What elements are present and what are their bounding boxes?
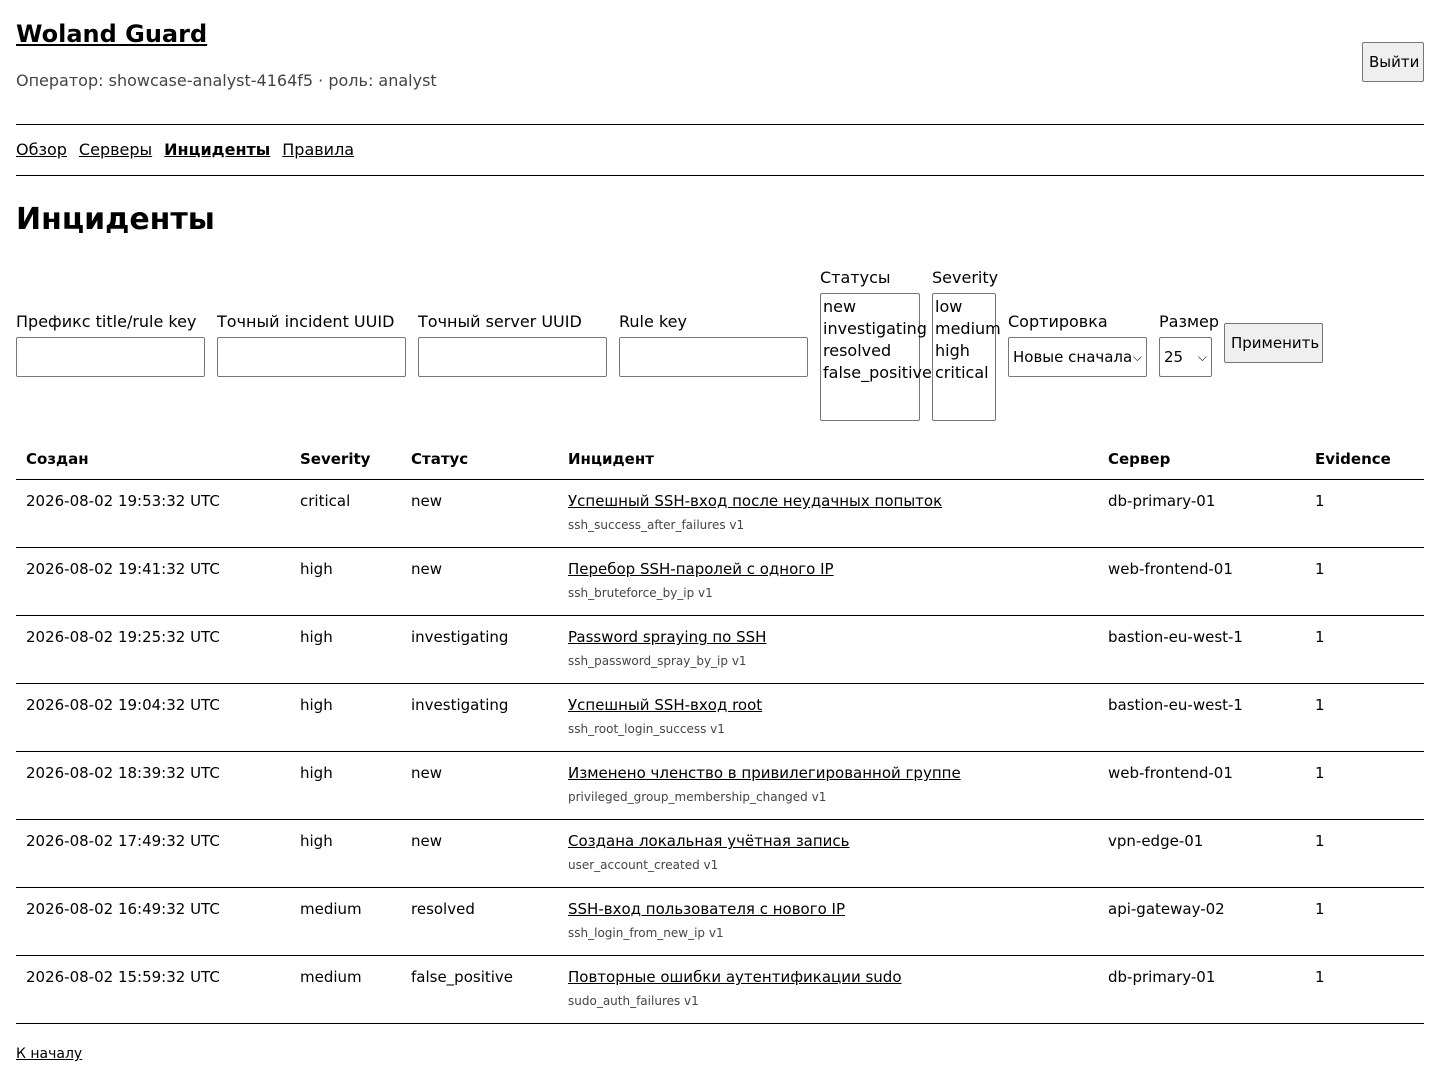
incident-link[interactable]: Изменено членство в привилегированной группе — [568, 764, 961, 782]
server-cell: db-primary-01 — [1098, 480, 1305, 548]
evidence-cell: 1 — [1305, 616, 1424, 684]
column-header-created: Создан — [16, 440, 290, 480]
evidence-cell: 1 — [1305, 956, 1424, 1024]
incident-cell — [558, 820, 1098, 888]
prefix-label: Префикс title/rule key — [16, 312, 197, 331]
severity-cell: high — [290, 616, 401, 684]
rule-key: user_account_created v1 — [568, 858, 719, 872]
evidence-cell: 1 — [1305, 820, 1424, 888]
created-cell: 2026-08-02 19:04:32 UTC — [16, 684, 290, 752]
evidence-cell: 1 — [1305, 888, 1424, 956]
evidence-cell: 1 — [1305, 548, 1424, 616]
sort-label: Сортировка — [1008, 312, 1108, 331]
header — [16, 0, 1424, 125]
evidence-cell: 1 — [1305, 752, 1424, 820]
created-cell: 2026-08-02 17:49:32 UTC — [16, 820, 290, 888]
server-cell: bastion-eu-west-1 — [1098, 684, 1305, 752]
page-title: Инциденты — [16, 202, 215, 237]
prefix-field — [16, 312, 205, 377]
table-row — [16, 684, 1424, 752]
incident-uuid-label: Точный incident UUID — [217, 312, 395, 331]
column-header-evidence: Evidence — [1305, 440, 1424, 480]
incident-uuid-input[interactable] — [217, 337, 406, 377]
column-header-server: Сервер — [1098, 440, 1305, 480]
chevron-down-icon: ⌵ — [1197, 349, 1207, 364]
size-value: 25 — [1164, 348, 1184, 366]
status-cell: investigating — [401, 684, 558, 752]
incident-link[interactable]: Успешный SSH-вход root — [568, 696, 763, 714]
severity-cell: high — [290, 820, 401, 888]
server-cell: web-frontend-01 — [1098, 752, 1305, 820]
server-uuid-label: Точный server UUID — [418, 312, 582, 331]
status-option[interactable]: resolved — [823, 341, 892, 360]
status-cell: resolved — [401, 888, 558, 956]
server-cell: vpn-edge-01 — [1098, 820, 1305, 888]
incident-link[interactable]: Перебор SSH-паролей с одного IP — [568, 560, 834, 578]
created-cell: 2026-08-02 19:25:32 UTC — [16, 616, 290, 684]
filters-form — [16, 266, 1424, 426]
rule-key: privileged_group_membership_changed v1 — [568, 790, 827, 804]
incident-link[interactable]: Создана локальная учётная запись — [568, 832, 850, 850]
size-select[interactable] — [1159, 337, 1212, 377]
status-cell: new — [401, 480, 558, 548]
incident-link[interactable]: Успешный SSH-вход после неудачных попыток — [568, 492, 943, 510]
server-uuid-input[interactable] — [418, 337, 607, 377]
severity-field — [932, 268, 1001, 421]
operator-info: Оператор: showcase-analyst-4164f5 · роль: analyst — [16, 71, 437, 90]
nav-overview[interactable]: Обзор — [16, 139, 67, 159]
created-cell: 2026-08-02 18:39:32 UTC — [16, 752, 290, 820]
brand-link[interactable]: Woland Guard — [16, 20, 208, 48]
rule-key-field — [619, 312, 808, 377]
status-cell: new — [401, 752, 558, 820]
statuses-label: Статусы — [820, 268, 891, 287]
table-row — [16, 548, 1424, 616]
nav-incidents[interactable]: Инциденты — [164, 139, 271, 159]
incident-link[interactable]: Password spraying по SSH — [568, 628, 767, 646]
statuses-field — [820, 268, 932, 421]
severity-option[interactable]: medium — [935, 319, 1001, 338]
statuses-multiselect[interactable] — [820, 293, 932, 421]
severity-cell: high — [290, 684, 401, 752]
apply-button[interactable]: Применить — [1224, 323, 1323, 363]
incident-cell — [558, 888, 1098, 956]
incident-cell — [558, 480, 1098, 548]
column-header-severity: Severity — [290, 440, 401, 480]
incidents-table — [16, 440, 1424, 1024]
rule-key-input[interactable] — [619, 337, 808, 377]
prefix-input[interactable] — [16, 337, 205, 377]
status-cell: new — [401, 820, 558, 888]
evidence-cell: 1 — [1305, 684, 1424, 752]
rule-key: ssh_root_login_success v1 — [568, 722, 725, 736]
severity-cell: high — [290, 752, 401, 820]
column-header-status: Статус — [401, 440, 558, 480]
severity-cell: critical — [290, 480, 401, 548]
severity-multiselect[interactable] — [932, 293, 1001, 421]
severity-label: Severity — [932, 268, 999, 287]
column-header-incident: Инцидент — [558, 440, 1098, 480]
incident-cell — [558, 548, 1098, 616]
incident-uuid-field — [217, 312, 406, 377]
created-cell: 2026-08-02 16:49:32 UTC — [16, 888, 290, 956]
status-option[interactable]: false_positive — [823, 363, 932, 382]
sort-field — [1008, 312, 1147, 377]
incident-cell — [558, 956, 1098, 1024]
rule-key-label: Rule key — [619, 312, 687, 331]
status-cell: investigating — [401, 616, 558, 684]
back-to-top-link[interactable]: К началу — [16, 1046, 83, 1062]
severity-cell: medium — [290, 888, 401, 956]
sort-value: Новые сначала — [1013, 348, 1133, 366]
chevron-down-icon: ⌵ — [1132, 349, 1142, 364]
nav-rules[interactable]: Правила — [282, 139, 355, 159]
status-option[interactable]: new — [823, 297, 857, 316]
rule-key: ssh_password_spray_by_ip v1 — [568, 654, 747, 668]
severity-option[interactable]: high — [935, 341, 970, 360]
rule-key: ssh_login_from_new_ip v1 — [568, 926, 724, 940]
severity-option[interactable]: low — [935, 297, 963, 316]
status-cell: new — [401, 548, 558, 616]
table-row — [16, 820, 1424, 888]
rule-key: ssh_success_after_failures v1 — [568, 518, 745, 532]
server-uuid-field — [418, 312, 607, 377]
rule-key: ssh_bruteforce_by_ip v1 — [568, 586, 713, 600]
incident-link[interactable]: Повторные ошибки аутентификации sudo — [568, 968, 902, 986]
logout-button[interactable]: Выйти — [1362, 42, 1424, 82]
incident-link[interactable]: SSH-вход пользователя с нового IP — [568, 900, 846, 918]
table-header-row — [16, 440, 1424, 480]
table-row — [16, 752, 1424, 820]
severity-option[interactable]: critical — [935, 363, 989, 382]
incident-cell — [558, 684, 1098, 752]
server-cell: api-gateway-02 — [1098, 888, 1305, 956]
server-cell: db-primary-01 — [1098, 956, 1305, 1024]
created-cell: 2026-08-02 19:53:32 UTC — [16, 480, 290, 548]
server-cell: bastion-eu-west-1 — [1098, 616, 1305, 684]
incident-cell — [558, 616, 1098, 684]
rule-key: sudo_auth_failures v1 — [568, 994, 699, 1008]
sort-select[interactable] — [1008, 337, 1147, 377]
table-row — [16, 616, 1424, 684]
size-field — [1159, 312, 1219, 377]
table-row — [16, 480, 1424, 548]
incident-cell — [558, 752, 1098, 820]
server-cell: web-frontend-01 — [1098, 548, 1305, 616]
severity-cell: high — [290, 548, 401, 616]
evidence-cell: 1 — [1305, 480, 1424, 548]
status-cell: false_positive — [401, 956, 558, 1024]
main-nav — [16, 125, 1424, 176]
severity-cell: medium — [290, 956, 401, 1024]
nav-servers[interactable]: Серверы — [78, 139, 153, 159]
table-row — [16, 888, 1424, 956]
size-label: Размер — [1159, 312, 1220, 331]
created-cell: 2026-08-02 19:41:32 UTC — [16, 548, 290, 616]
created-cell: 2026-08-02 15:59:32 UTC — [16, 956, 290, 1024]
status-option[interactable]: investigating — [823, 319, 927, 338]
table-row — [16, 956, 1424, 1024]
